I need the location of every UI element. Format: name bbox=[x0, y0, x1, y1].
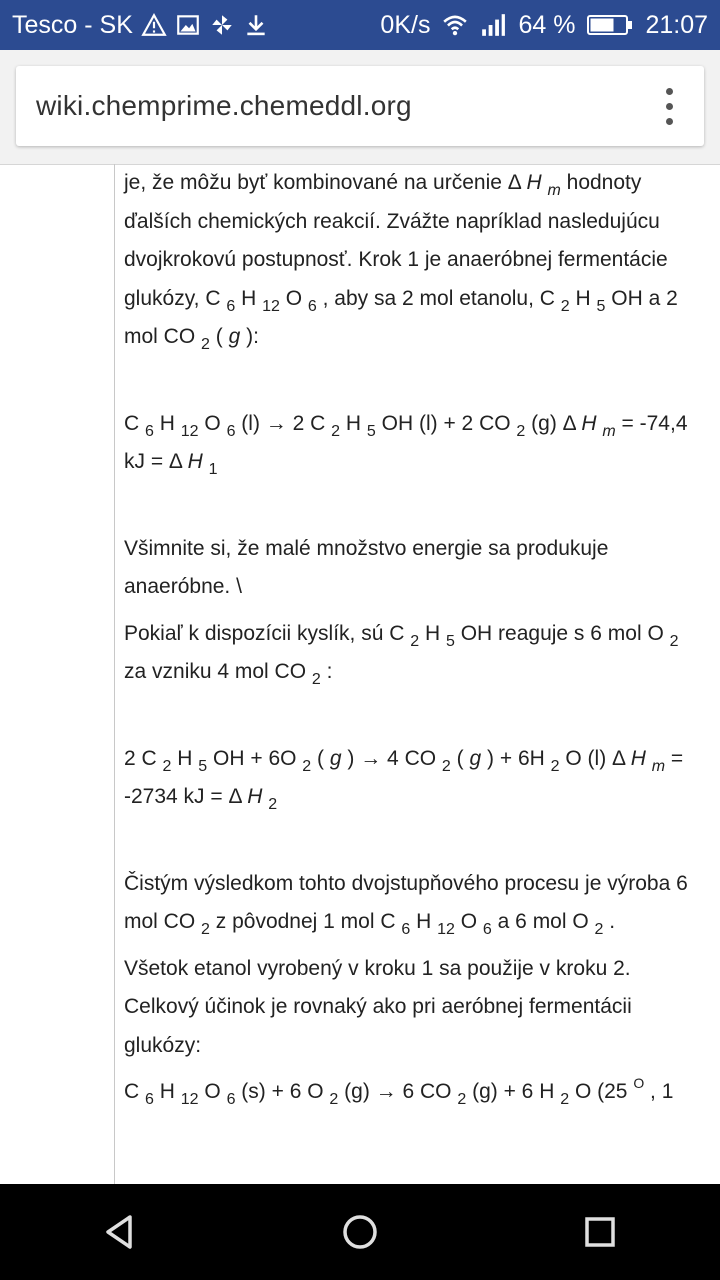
pinwheel-icon bbox=[209, 12, 235, 38]
back-triangle-icon bbox=[100, 1212, 140, 1252]
left-divider bbox=[114, 164, 115, 1184]
carrier-name: Tesco - SK bbox=[12, 10, 133, 39]
browser-toolbar bbox=[0, 50, 720, 165]
warning-icon bbox=[141, 12, 167, 38]
paragraph-oxygen: Pokiaľ k dispozícii kyslík, sú C $_2$ H $_5$ OH reaguje s 6 mol O $_2$ za vzniku 4 mol CO $_2$ : bbox=[124, 621, 679, 688]
image-icon bbox=[175, 12, 201, 38]
clock: 21:07 bbox=[645, 10, 708, 39]
equation-1: C $_6$ H $_{12}$ O $_6$ (l) → 2 C $_2$ H $_5$ OH (l) + 2 CO $_2$ (g) Δ H $_m$ = -74,4 kJ = Δ H $_1$ bbox=[124, 411, 688, 478]
article-body bbox=[124, 164, 704, 1120]
recents-square-icon bbox=[580, 1212, 620, 1252]
url-text[interactable]: wiki.chemprime.chemeddl.org bbox=[36, 90, 412, 121]
paragraph-anaerobic: Všimnite si, že malé množstvo energie sa produkuje anaeróbne. \ bbox=[124, 536, 609, 598]
paragraph-intro: je, že môžu byť kombinované na určenie Δ H $_m$ hodnoty ďalších chemických reakcií. Zvážte napríklad nasledujúcu dvojkrokovú postupnosť. Krok 1 je anaeróbnej fermentácie glukózy, C $_6$ H $_{12}$ O $_6$ , aby sa 2 mol etanolu, C $_2$ H $_5$ OH a 2 mol CO $_2$ ( g ): bbox=[124, 171, 678, 353]
wifi-icon bbox=[442, 12, 468, 38]
paragraph-net-result: Čistým výsledkom tohto dvojstupňového procesu je výroba 6 mol CO $_2$ z pôvodnej 1 mol C $_6$ H $_{12}$ O $_6$ a 6 mol O $_2$ . bbox=[124, 871, 688, 938]
signal-icon bbox=[480, 12, 506, 38]
back-button[interactable] bbox=[80, 1192, 160, 1272]
address-bar[interactable] bbox=[16, 66, 704, 146]
system-nav-bar bbox=[0, 1184, 720, 1280]
page-content[interactable] bbox=[0, 164, 720, 1184]
home-circle-icon bbox=[340, 1212, 380, 1252]
battery-icon bbox=[587, 12, 633, 38]
network-speed: 0K/s bbox=[380, 10, 431, 39]
recents-button[interactable] bbox=[560, 1192, 640, 1272]
status-bar bbox=[0, 0, 720, 50]
equation-2: 2 C $_2$ H $_5$ OH + 6O $_2$ ( g ) → 4 CO $_2$ ( g ) + 6H $_2$ O (l) Δ H $_m$ = -2734 kJ = Δ H $_2$ bbox=[124, 746, 684, 813]
more-options-icon[interactable] bbox=[654, 76, 684, 136]
download-icon bbox=[243, 12, 269, 38]
paragraph-ethanol: Všetok etanol vyrobený v kroku 1 sa použije v kroku 2. Celkový účinok je rovnaký ako pri aeróbnej fermentácii glukózy: bbox=[124, 956, 632, 1057]
home-button[interactable] bbox=[320, 1192, 400, 1272]
equation-3: C $_6$ H $_{12}$ O $_6$ (s) + 6 O $_2$ (g) → 6 CO $_2$ (g) + 6 H $_2$ O (25 $^O$ , 1 bbox=[124, 1075, 674, 1108]
battery-percent: 64 % bbox=[518, 10, 576, 39]
